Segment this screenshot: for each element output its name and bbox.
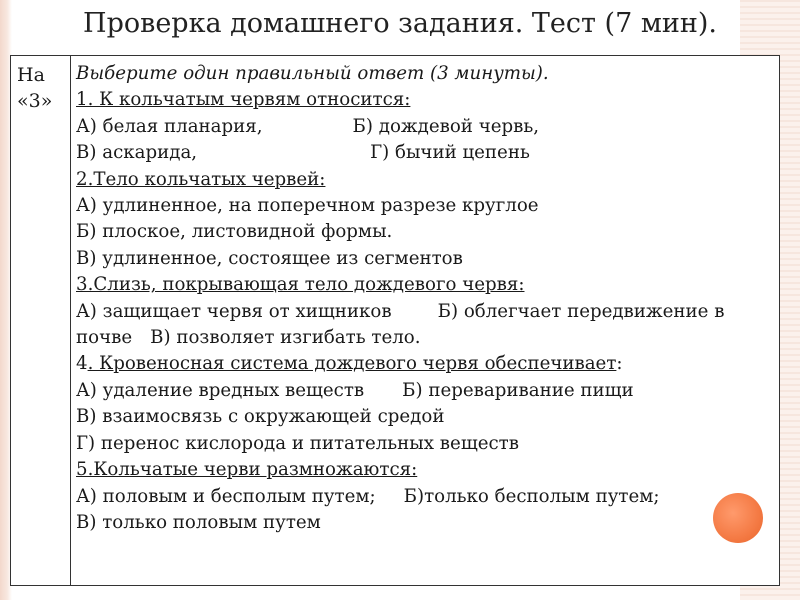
page-title: Проверка домашнего задания. Тест (7 мин).: [83, 8, 717, 39]
q4-option-d: Г) перенос кислорода и питательных веществ: [76, 432, 519, 454]
q2-option-a: А) удлиненное, на поперечном разрезе круглое: [76, 195, 539, 217]
q1-row-1: [76, 114, 775, 140]
q1-row-2: [76, 140, 775, 166]
q4-option-b: Б) переваривание пищи: [402, 379, 634, 401]
q1-option-c: В) аскарида,: [76, 142, 198, 164]
questions-cell: [71, 56, 780, 586]
q1-option-b: Б) дождевой червь,: [352, 115, 540, 137]
test-table: [10, 55, 780, 586]
question-2: 2.Тело кольчатых червей:: [76, 168, 326, 190]
q4-prefix: 4: [76, 353, 88, 375]
q5-option-a: А) половым и бесполым путем;: [76, 485, 376, 507]
q1-option-d: Г) бычий цепень: [370, 142, 530, 164]
q3-options: [76, 299, 775, 352]
q4-option-c: В) взаимосвязь с окружающей средой: [76, 406, 445, 428]
q4-question-text: . Кровеносная система дождевого червя обеспечивает: [87, 353, 617, 375]
instruction-text: Выберите один правильный ответ (3 минуты).: [76, 63, 549, 84]
grade-line-2: «3»: [17, 90, 53, 112]
q1-option-a: А) белая планария,: [76, 115, 263, 137]
question-3: 3.Слизь, покрывающая тело дождевого червя:: [76, 274, 525, 296]
orange-circle-decoration: [713, 493, 763, 543]
question-1: 1. К кольчатым червям относится:: [76, 89, 411, 111]
q3-option-a: А) защищает червя от хищников: [76, 300, 392, 322]
question-5: 5.Кольчатые черви размножаются:: [76, 459, 418, 481]
q3-option-b: Б) облегчает передвижение в почве: [76, 300, 725, 349]
q4-option-a: А) удаление вредных веществ: [76, 379, 365, 401]
q5-option-c: В) только половым путем: [76, 511, 321, 533]
q4-row-1: [76, 378, 775, 404]
grade-line-1: На: [17, 64, 45, 86]
grade-cell: [11, 56, 71, 586]
q2-option-c: В) удлиненное, состоящее из сегментов: [76, 247, 463, 269]
q4-suffix: :: [616, 353, 623, 375]
q2-option-b: Б) плоское, листовидной формы.: [76, 221, 393, 243]
q5-row-1: [76, 484, 775, 510]
question-4: [76, 351, 775, 377]
q3-option-c: В) позволяет изгибать тело.: [150, 327, 421, 349]
q5-option-b: Б)только бесполым путем;: [403, 485, 660, 507]
